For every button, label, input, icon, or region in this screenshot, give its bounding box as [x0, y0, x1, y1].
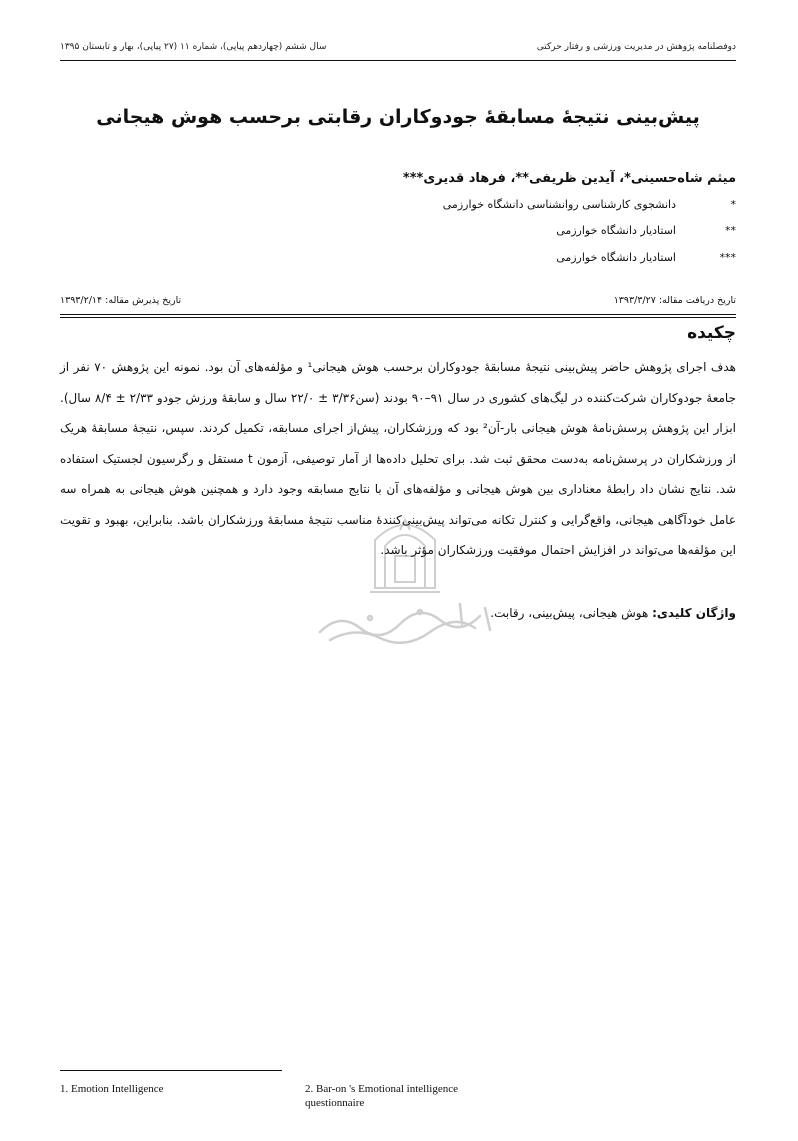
keywords-values: هوش هیجانی، پیش‌بینی، رقابت. — [490, 606, 649, 620]
keywords — [490, 606, 736, 620]
affiliation-mark: ** — [725, 224, 736, 237]
affiliation-text: دانشجوی کارشناسی روانشناسی دانشگاه خوارزمی — [442, 198, 676, 211]
footnote-1: 1. Emotion Intelligence — [60, 1083, 164, 1095]
keywords-label: واژگان کلیدی: — [652, 606, 736, 620]
header-rule — [60, 60, 736, 61]
dates-rule-top — [60, 314, 736, 315]
affiliation-2 — [476, 224, 736, 240]
affiliation-1 — [442, 198, 736, 214]
accepted-date: تاریخ پذیرش مقاله: ۱۳۹۳/۲/۱۴ — [60, 295, 182, 306]
received-date: تاریخ دریافت مقاله: ۱۳۹۳/۳/۲۷ — [613, 295, 736, 306]
article-dates — [60, 295, 736, 309]
journal-name: دوفصلنامه پژوهش در مدیریت ورزشی و رفتار حرکتی — [536, 42, 736, 52]
author-list: میثم شاه‌حسینی*، آیدین ظریفی**، فرهاد قدیری*** — [402, 171, 736, 186]
article-title: پیش‌بینی نتیجهٔ مسابقهٔ جودوکاران رقابتی برحسب هوش هیجانی — [96, 106, 700, 128]
abstract-heading: چکیده — [687, 323, 736, 343]
footnote-rule — [60, 1070, 282, 1071]
affiliation-mark: *** — [719, 251, 736, 264]
affiliation-3 — [476, 251, 736, 267]
institute-emblem-icon — [300, 500, 510, 650]
affiliation-text: استادیار دانشگاه خوارزمی — [556, 251, 676, 264]
running-header-issue — [60, 42, 736, 56]
footnote-2: 2. Bar-on 's Emotional intelligence questionnaire — [305, 1083, 458, 1109]
affiliation-text: استادیار دانشگاه خوارزمی — [556, 224, 676, 237]
abstract-body: هدف اجرای پژوهش حاضر پیش‌بینی نتیجهٔ مسابقهٔ جودوکاران برحسب هوش هیجانی¹ و مؤلفه‌های آن بود. نمونه این پژوهش ۷۰ نفر از جامعهٔ جودوکاران شرکت‌کننده در لیگ‌های کشوری در سال ۹۱–۹۰ بودند (سن۳/۳۶ ± ۲۲/۰ سال و سابقهٔ ورزش جودو ۲/۳۳ ± ۸/۴ سال). ابزار این پژوهش پرسش‌نامهٔ هوش هیجانی بار-آن² بود که ورزشکاران، پیش‌از اجرای مسابقه، تکمیل کردند. سپس، نتیجهٔ مسابقهٔ هریک از ورزشکاران در پرسش‌نامه به‌دست محقق ثبت شد. برای تحلیل داده‌ها از آمار توصیفی، آزمون t مستقل و رگرسیون لجستیک استفاده شد. نتایج نشان داد رابطهٔ معناداری بین هوش هیجانی و مؤلفه‌های آن با نتایج مسابقه وجود دارد و همچنین هوش هیجانی به همراه سه عامل خودآگاهی هیجانی، واقع‌گرایی و کنترل تکانه می‌تواند پیش‌بینی‌کنندهٔ مناسب نتیجهٔ مسابقهٔ ورزشکاران باشد. بنابراین، بهبود و تقویت این مؤلفه‌ها می‌تواند در افزایش احتمال موفقیت ورزشکاران مؤثر باشد. — [60, 360, 736, 557]
affiliation-mark: * — [730, 198, 736, 211]
dates-rule-bottom — [60, 317, 736, 318]
issue-info: سال ششم (چهاردهم پیاپی)، شماره ۱۱ (۲۷ پیاپی)، بهار و تابستان ۱۳۹۵ — [60, 42, 327, 52]
